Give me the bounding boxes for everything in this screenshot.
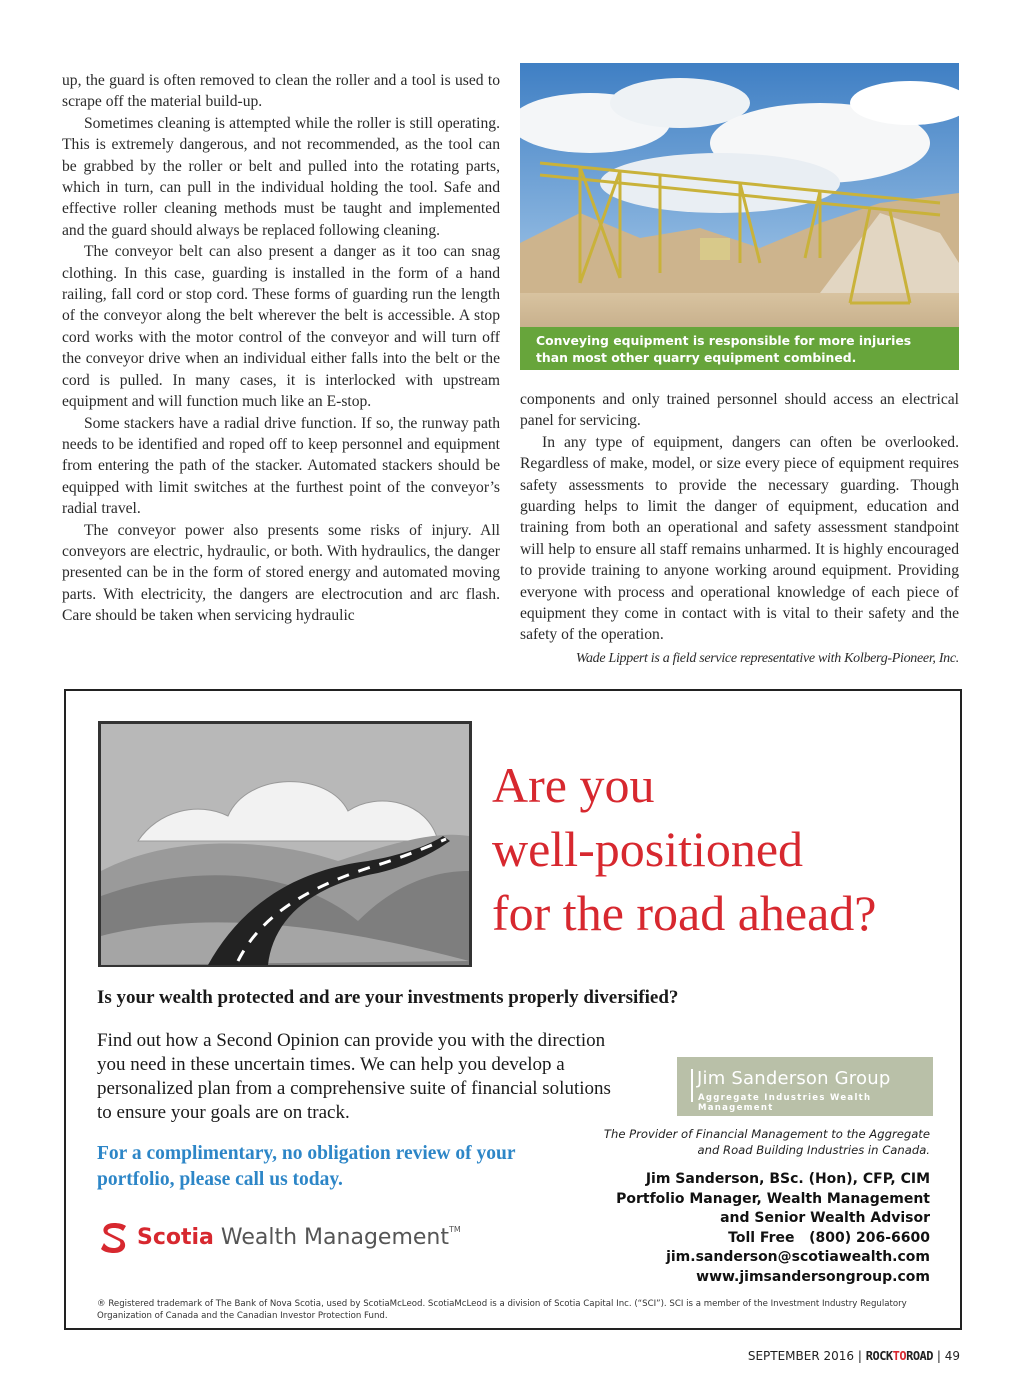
- article-paragraph: components and only trained personnel should access an electrical panel for servicing.: [520, 391, 959, 430]
- brand-rock: ROCK: [865, 1349, 893, 1363]
- jim-sanderson-group-logo: [677, 1057, 933, 1116]
- magazine-brand: [866, 1349, 933, 1363]
- brand-to: TO: [892, 1349, 907, 1363]
- contact-phone[interactable]: Toll Free (800) 206-6600: [728, 1229, 930, 1246]
- article-paragraph: Sometimes cleaning is attempted while the roller is still operating. This is extremely dangerous, and not recommended, as the tool can be grabbed by the roller or belt and pulled into the rotating parts, which in turn, can pull in the individual holding the tool. Safe and effective roller cleaning methods must be taught and implemented and the guard should always be replaced following cleaning.: [62, 114, 500, 239]
- brand-road: ROAD: [906, 1349, 934, 1363]
- contact-name: Jim Sanderson, BSc. (Hon), CFP, CIM: [645, 1171, 930, 1187]
- article-column-right: [520, 389, 959, 669]
- ad-legal-text: ® Registered trademark of The Bank of Nova Scotia, used by ScotiaMcLeod. ScotiaMcLeod is a division of Scotia Capital Inc. (“SCI”). SCI is a member of the Investment Industry Regulatory Organization of Canada and the Canadian Investor Protection Fund.: [97, 1299, 907, 1321]
- logo-bar: [691, 1069, 693, 1102]
- ad-headline-line: for the road ahead?: [492, 885, 877, 941]
- issue-date: SEPTEMBER 2016: [747, 1349, 855, 1363]
- ad-call-to-action[interactable]: For a complimentary, no obligation review of your portfolio, please call us today.: [97, 1143, 516, 1190]
- page-number: 49: [944, 1349, 960, 1363]
- ad-headline-line: well-positioned: [492, 821, 804, 877]
- conveyor-photo: [520, 63, 959, 370]
- contact-title-2: and Senior Wealth Advisor: [720, 1210, 930, 1227]
- article-column-left: [62, 70, 500, 627]
- scotia-brand: Scotia: [137, 1225, 214, 1250]
- article-paragraph: The conveyor power also presents some risks of injury. All conveyors are electric, hydraulic, or both. With hydraulics, the danger presented can be in the form of stored energy and automated moving parts. With electricity, the dangers are electrocution and arc flash. Care should be taken when servicing hydraulic: [62, 521, 500, 625]
- author-byline: Wade Lippert is a field service representative with Kolberg-Pioneer, Inc.: [575, 650, 959, 666]
- scotia-wordmark: [137, 1225, 461, 1250]
- ad-body-text: Find out how a Second Opinion can provide you with the direction you need in these uncertain times. We can help you develop a personalized plan from a comprehensive suite of financial solutions to ensure your goals are on track.: [97, 1030, 611, 1123]
- footer-separator: |: [857, 1349, 862, 1363]
- logo-name: Jim Sanderson Group: [697, 1068, 891, 1089]
- contact-block: [570, 1170, 930, 1288]
- contact-website[interactable]: www.jimsandersongroup.com: [696, 1268, 930, 1285]
- scotia-wealth-logo: [97, 1219, 461, 1259]
- ad-headline-line: Are you: [492, 757, 655, 813]
- advertisement[interactable]: [64, 689, 962, 1330]
- scotia-tm: TM: [448, 1225, 461, 1234]
- article-paragraph: up, the guard is often removed to clean the roller and a tool is used to scrape off the material build-up.: [62, 72, 500, 111]
- contact-title: Portfolio Manager, Wealth Management: [616, 1190, 930, 1207]
- contact-email[interactable]: jim.sanderson@scotiawealth.com: [666, 1249, 930, 1266]
- footer-separator: |: [936, 1349, 941, 1363]
- provider-statement: The Provider of Financial Management to the Aggregate and Road Building Industries in Canada.: [603, 1127, 930, 1157]
- logo-tagline: Aggregate Industries Wealth Management: [698, 1093, 872, 1113]
- quarry-conveyor-image: [520, 63, 959, 370]
- article-paragraph: In any type of equipment, dangers can often be overlooked. Regardless of make, model, or size every piece of equipment requires safety assessments to provide the necessary guarding. Though guarding helps to limit the danger of equipment, education and training from both an operational and safety assessment standpoint will help to ensure all staff remains unharmed. It is highly encouraged to provide training to anyone working around equipment. Providing everyone with process and operational knowledge of each piece of equipment they come in contact with is vital to their safety and the safety of the operation.: [520, 433, 959, 644]
- road-illustration: [98, 721, 472, 967]
- ad-subheadline: Is your wealth protected and are your investments properly diversified?: [97, 987, 679, 1008]
- article-paragraph: Some stackers have a radial drive function. If so, the runway path needs to be identified and roped off to keep personnel and equipment from entering the path of the stacker. Automated stackers should be equipped with limit switches at the furthest point of the conveyor’s radial travel.: [62, 414, 500, 518]
- scotia-rest: Wealth Management: [220, 1225, 449, 1250]
- ad-headline: [492, 753, 952, 945]
- page-footer: [748, 1349, 960, 1363]
- scotia-s-icon: [97, 1221, 131, 1255]
- article-paragraph: The conveyor belt can also present a danger as it too can snag clothing. In this case, guarding is installed in the form of a hand railing, fall cord or stop cord. These forms of guarding run the length of the conveyor along the belt wherever the belt is accessible. A stop cord works with the motor control of the conveyor and will turn off the conveyor drive when an individual either falls into the belt or the cord is pulled. In many cases, it is interlocked with upstream equipment and will function much like an E-stop.: [62, 243, 500, 411]
- photo-caption: Conveying equipment is responsible for more injuries than most other quarry equipment combined.: [520, 327, 959, 370]
